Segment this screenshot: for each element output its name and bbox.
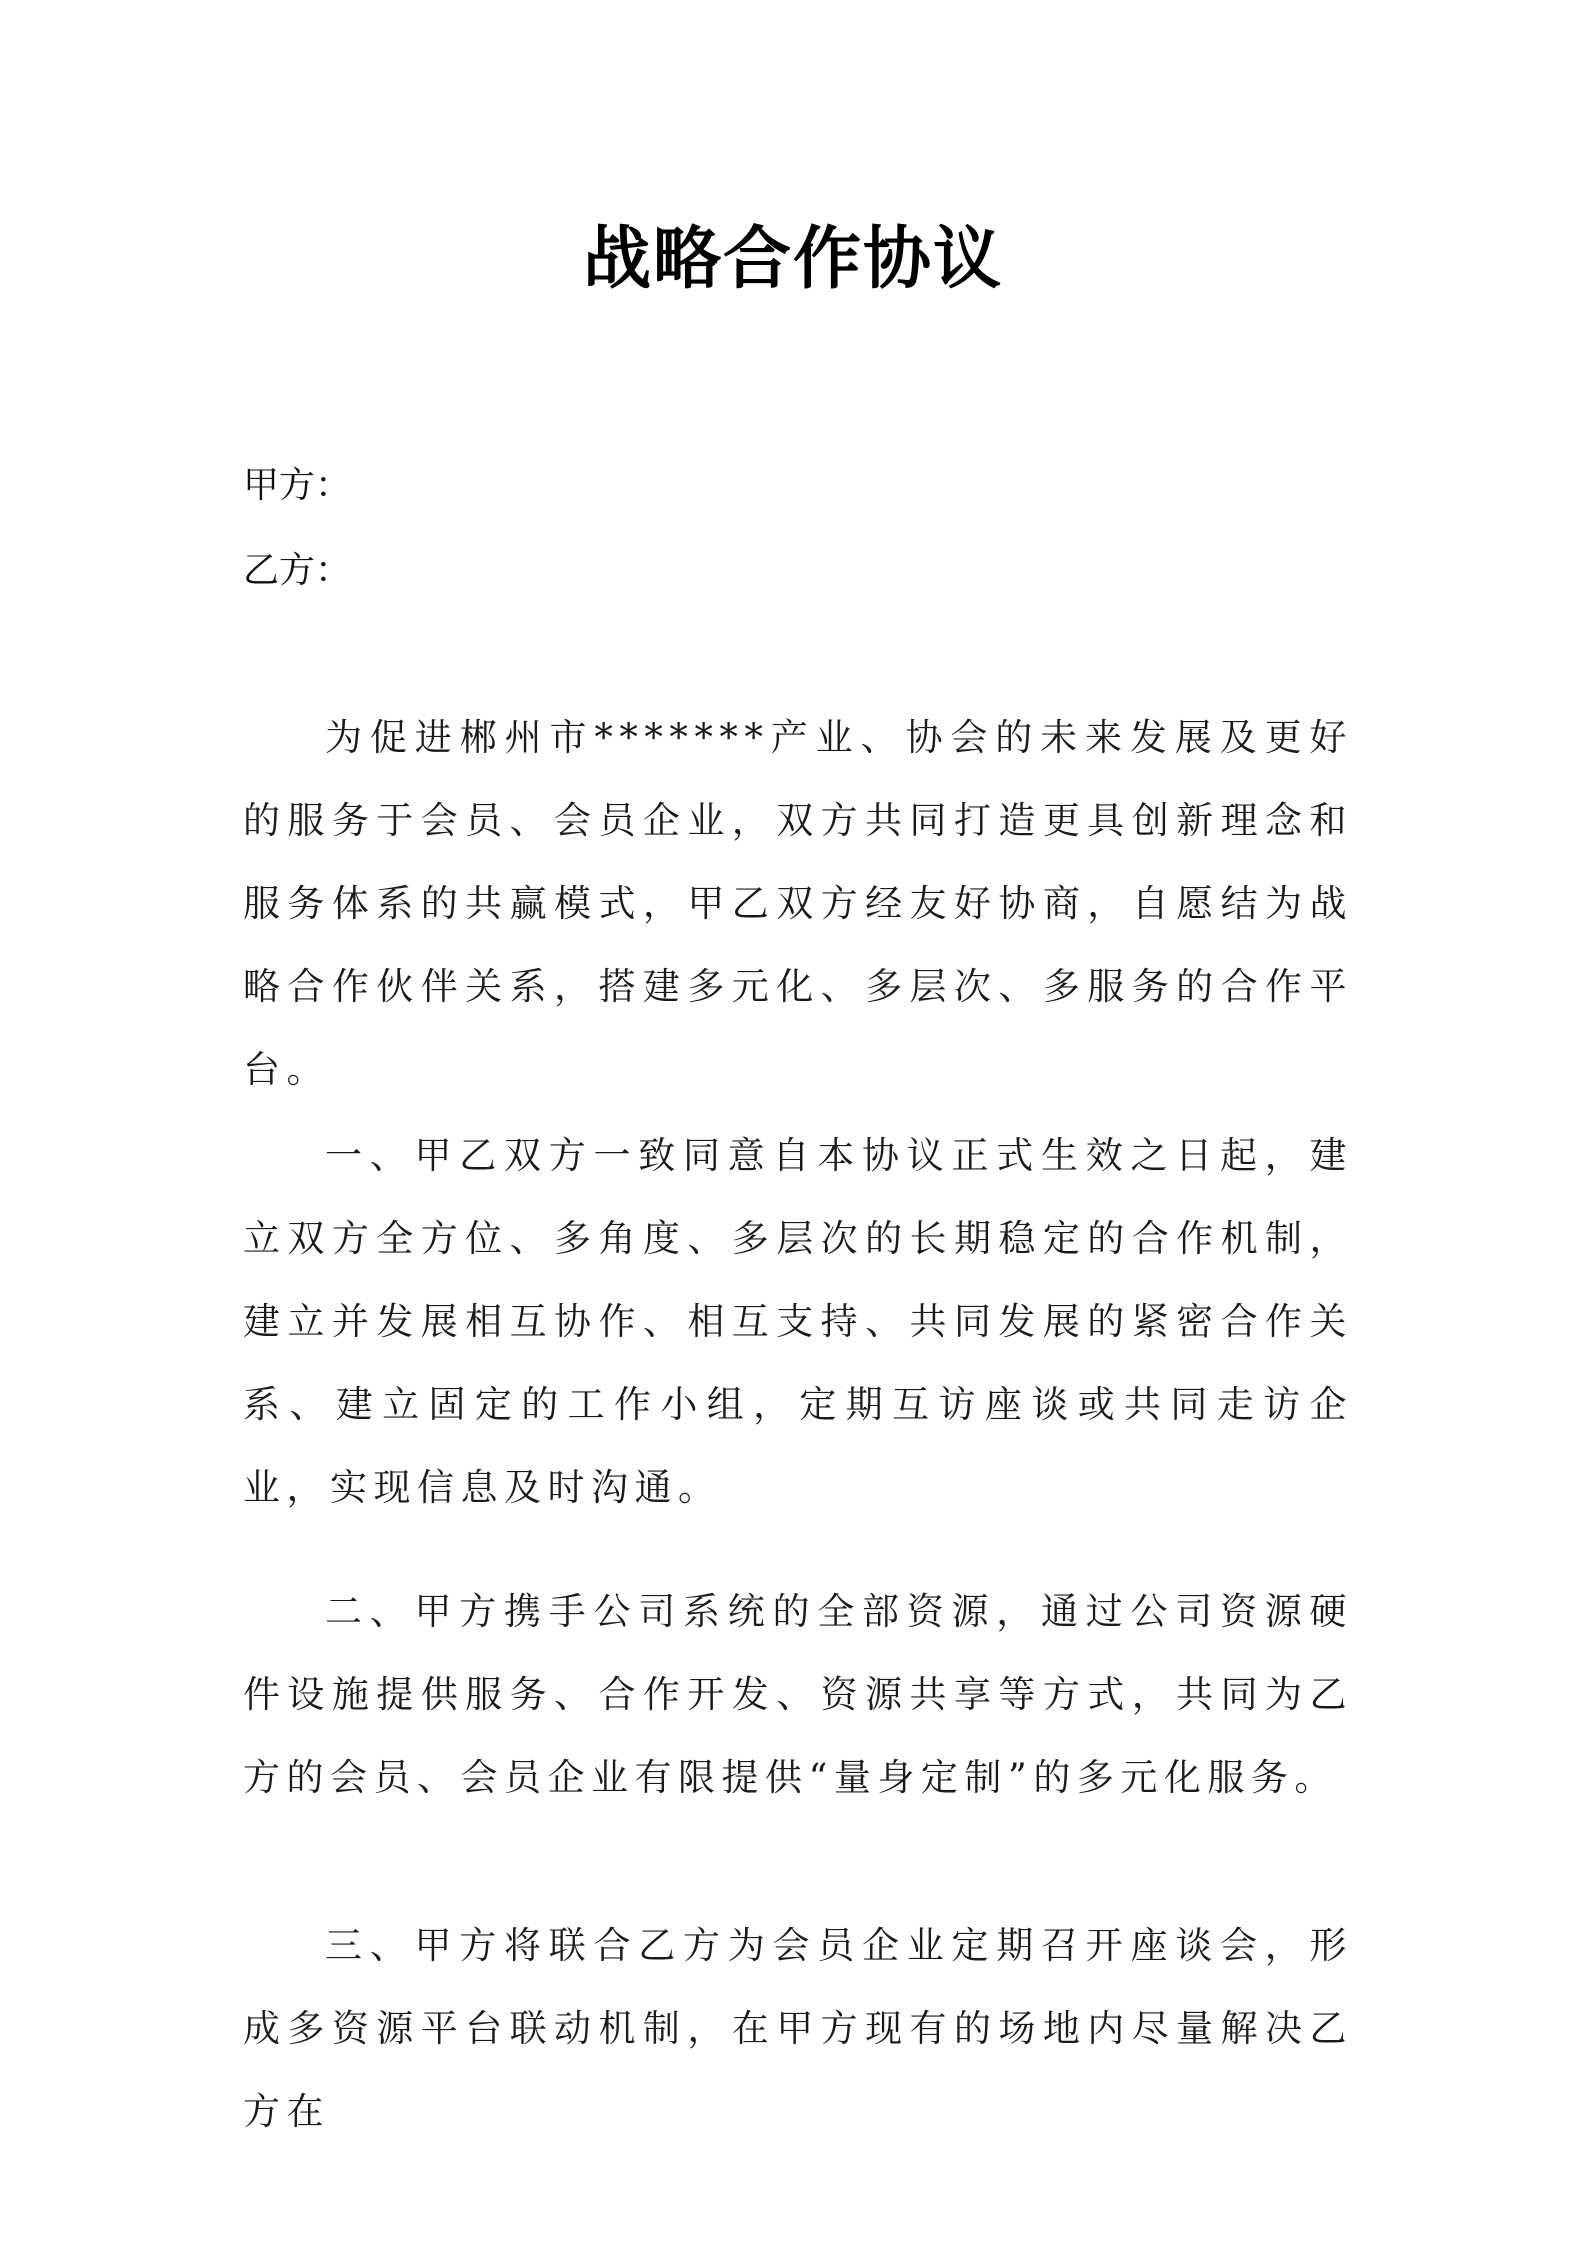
clause-two-paragraph: 二、甲方携手公司系统的全部资源，通过公司资源硬件设施提供服务、合作开发、资源共享等方式，共同为乙方的会员、会员企业有限提供“量身定制”的多元化服务。: [243, 1590, 1353, 1799]
clause-three-paragraph: 三、甲方将联合乙方为会员企业定期召开座谈会，形成多资源平台联动机制，在甲方现有的场地内尽量解决乙方在: [243, 1924, 1353, 2133]
document-title: 战略合作协议: [582, 220, 1003, 299]
party-a-label: 甲方：: [243, 465, 352, 506]
clause-one-paragraph: 一、甲乙双方一致同意自本协议正式生效之日起，建立双方全方位、多角度、多层次的长期稳定的合作机制，建立并发展相互协作、相互支持、共同发展的紧密合作关系、建立固定的工作小组，定期互访座谈或共同走访企业，实现信息及时沟通。: [243, 1134, 1353, 1509]
intro-paragraph: 为促进郴州市*******产业、协会的未来发展及更好的服务于会员、会员企业，双方共同打造更具创新理念和服务体系的共赢模式，甲乙双方经友好协商，自愿结为战略合作伙伴关系，搭建多元化、多层次、多服务的合作平台。: [243, 716, 1353, 1091]
party-b-label: 乙方：: [243, 550, 352, 591]
